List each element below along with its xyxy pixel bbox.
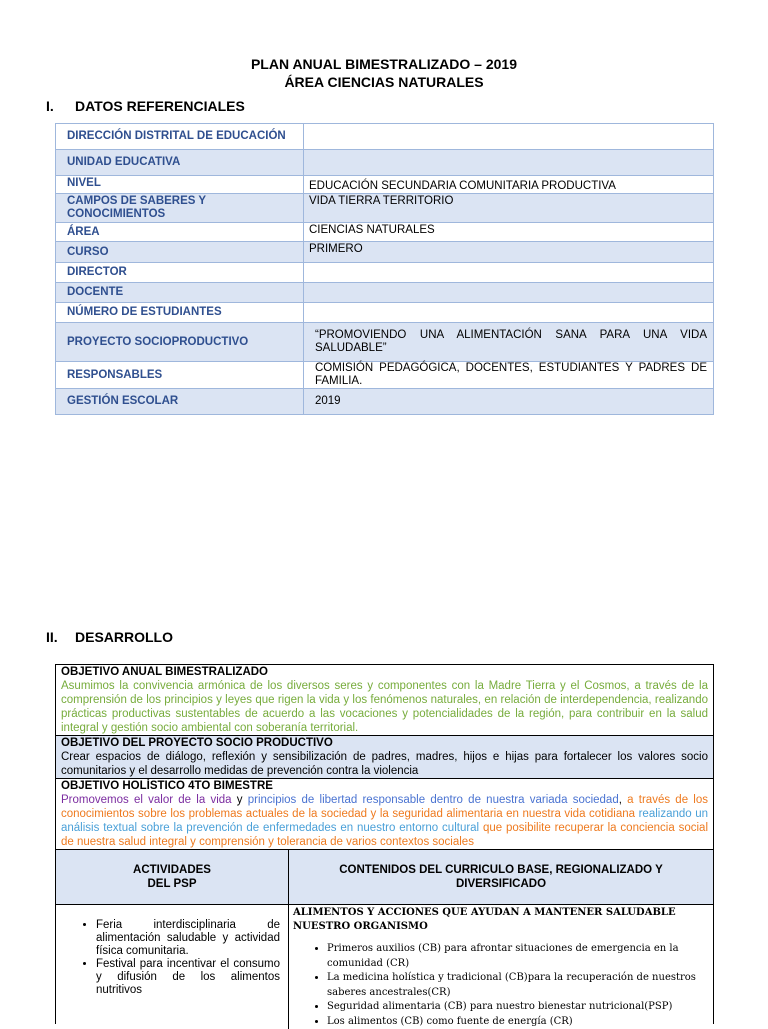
desarrollo-table — [55, 664, 714, 1024]
datos-label: RESPONSABLES — [56, 362, 304, 389]
holistico-separator: y — [232, 794, 248, 806]
datos-label: CURSO — [56, 242, 304, 263]
contenidos-header — [289, 850, 713, 905]
list-item: • Seguridad alimentaria (CB) para nuestro bienestar nutricional(PSP) — [327, 1000, 707, 1015]
datos-label: UNIDAD EDUCATIVA — [56, 150, 304, 176]
actividades-column — [56, 850, 289, 1029]
datos-value — [304, 124, 714, 150]
holistico-decidir: que posibilite recuperar la conciencia social de nuestra salud integral y comprensión y tolerancia de varios contextos sociales — [61, 822, 708, 848]
section-number: I. — [46, 98, 75, 114]
actividades-header-line2: DEL PSP — [133, 877, 211, 891]
objetivo-proyecto-heading: OBJETIVO DEL PROYECTO SOCIO PRODUCTIVO — [61, 736, 708, 750]
objetivo-proyecto-text: Crear espacios de diálogo, reflexión y sensibilización de padres, madres, hijos e hijas para fortalecer los valores socio comunitarios y el desarrollo medidas de prevención contra la violencia — [61, 751, 708, 777]
datos-label: CAMPOS DE SABERES Y CONOCIMIENTOS — [56, 194, 304, 223]
contenidos-column — [289, 850, 713, 1029]
datos-value — [304, 263, 714, 283]
objetivo-anual-text: Asumimos la convivencia armónica de los diversos seres y componentes con la Madre Tierra y el Cosmos, a través de la comprensión de los principios y leyes que rigen la vida y los fenómenos naturales, en relación de interdependencia, realizando prácticas productivas sustentables de acuerdo a las vocaciones y potencialidades de la región, para contribuir en la salud integral y gestión socio ambiental con soberanía territorial. — [61, 680, 708, 734]
section-number: II. — [46, 629, 75, 645]
datos-value: EDUCACIÓN SECUNDARIA COMUNITARIA PRODUCTIVA — [304, 176, 714, 194]
list-item: • Primeros auxilios (CB) para afrontar situaciones de emergencia en la comunidad (CR) — [327, 942, 707, 971]
objetivo-holistico — [56, 779, 713, 850]
objetivo-anual-heading: OBJETIVO ANUAL BIMESTRALIZADO — [61, 665, 708, 679]
actividades-header-line1: ACTIVIDADES — [133, 863, 211, 877]
datos-label: DOCENTE — [56, 283, 304, 303]
datos-value: VIDA TIERRA TERRITORIO — [304, 194, 714, 223]
holistico-saber: a través de los conocimientos sobre los problemas actuales de la sociedad y la seguridad alimentaria en nuestra vida cotidiana — [61, 794, 708, 820]
datos-value: 2019 — [304, 389, 714, 415]
datos-value: PRIMERO — [304, 242, 714, 263]
datos-label: NÚMERO DE ESTUDIANTES — [56, 303, 304, 323]
actividades-list — [56, 919, 280, 997]
datos-label: GESTIÓN ESCOLAR — [56, 389, 304, 415]
datos-value: COMISIÓN PEDAGÓGICA, DOCENTES, ESTUDIANTES Y PADRES DE FAMILIA. — [304, 362, 714, 389]
objetivo-proyecto — [56, 736, 713, 779]
datos-value: “PROMOVIENDO UNA ALIMENTACIÓN SANA PARA UNA VIDA SALUDABLE” — [304, 323, 714, 362]
holistico-separator: , — [619, 794, 627, 806]
holistico-ser-2: principios de libertad responsable dentro de nuestra variada sociedad — [248, 794, 619, 806]
objetivo-anual — [56, 665, 713, 736]
contenidos-heading: ALIMENTOS Y ACCIONES QUE AYUDAN A MANTENER SALUDABLE NUESTRO ORGANISMO — [289, 906, 713, 934]
section-desarrollo — [46, 629, 173, 645]
list-item: • Feria interdisciplinaria de alimentación saludable y actividad física comunitaria. — [96, 919, 280, 958]
datos-value — [304, 150, 714, 176]
document-subtitle: ÁREA CIENCIAS NATURALES — [0, 74, 768, 90]
actividades-contenidos-grid — [56, 850, 713, 1029]
holistico-ser: Promovemos el valor de la vida — [61, 794, 232, 806]
section-title: DATOS REFERENCIALES — [75, 98, 245, 114]
list-item: • La medicina holística y tradicional (CB)para la recuperación de nuestros saberes ancestrales(CR) — [327, 971, 707, 1000]
contenidos-header-text: CONTENIDOS DEL CURRICULO BASE, REGIONALIZADO Y DIVERSIFICADO — [289, 863, 713, 891]
actividades-header — [56, 850, 288, 905]
datos-label: DIRECTOR — [56, 263, 304, 283]
datos-label: NIVEL — [56, 176, 304, 194]
section-title: DESARROLLO — [75, 629, 173, 645]
datos-label: ÁREA — [56, 223, 304, 242]
contenidos-list — [289, 942, 707, 1029]
datos-referenciales-table — [55, 123, 714, 415]
datos-label: DIRECCIÓN DISTRITAL DE EDUCACIÓN — [56, 124, 304, 150]
document-title: PLAN ANUAL BIMESTRALIZADO – 2019 — [0, 56, 768, 72]
datos-value — [304, 303, 714, 323]
list-item: • Los alimentos (CB) como fuente de energía (CR) — [327, 1015, 707, 1029]
holistico-hacer: realizando un análisis textual sobre la prevención de enfermedades en nuestro entorno cultural — [61, 808, 708, 834]
section-datos-referenciales — [46, 98, 245, 114]
objetivo-holistico-heading: OBJETIVO HOLÍSTICO 4TO BIMESTRE — [61, 779, 708, 793]
datos-value — [304, 283, 714, 303]
datos-label: PROYECTO SOCIOPRODUCTIVO — [56, 323, 304, 362]
datos-value: CIENCIAS NATURALES — [304, 223, 714, 242]
list-item: • Festival para incentivar el consumo y difusión de los alimentos nutritivos — [96, 958, 280, 997]
